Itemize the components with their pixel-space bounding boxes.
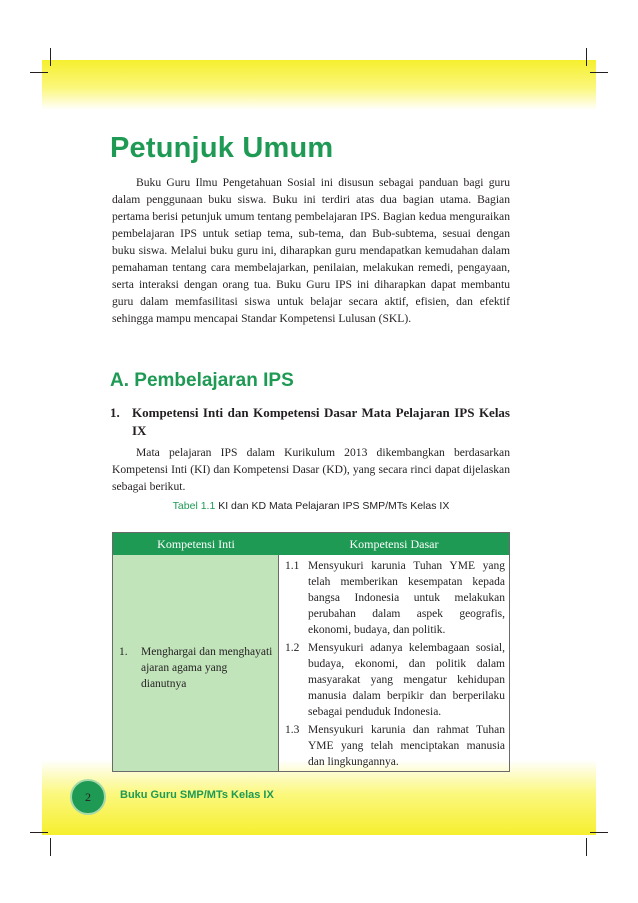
kd-item: [285, 640, 505, 720]
section-heading: A. Pembelajaran IPS: [110, 370, 294, 391]
ki-column: [113, 555, 279, 771]
subsection-title: Kompetensi Inti dan Kompetensi Dasar Mata Pelajaran IPS Kelas IX: [132, 405, 510, 438]
competency-table: [112, 532, 510, 772]
kd-number: 1.1: [285, 560, 300, 572]
section-paragraph: Mata pelajaran IPS dalam Kurikulum 2013 dikembangkan berdasarkan Kompetensi Inti (KI) dan Kompetensi Dasar (KD), yang secara rinci dapat dijelaskan sebagai berikut.: [112, 446, 510, 493]
header-kompetensi-inti: Kompetensi Inti: [157, 536, 235, 551]
intro-paragraph: Buku Guru Ilmu Pengetahuan Sosial ini disusun sebagai panduan bagi guru dalam penggunaan buku siswa. Buku ini terdiri atas dua bagian utama. Bagian pertama berisi petunjuk umum tentang pembelajaran IPS. Bagian kedua menguraikan pembelajaran IPS untuk setiap tema, sub-tema, dan Bub-subtema, sesuai dengan buku siswa. Melalui buku guru ini, diharapkan guru mendapatkan kemudahan dalam pemahaman tentang cara membelajarkan, penilaian, melakukan remedi, pengayaan, serta interaksi dengan orang tua. Buku Guru IPS ini diharapkan dapat membantu guru dalam memfasilitasi siswa untuk belajar secara aktif, efisien, dan efektif sehingga mampu mencapai Standar Kompetensi Lulusan (SKL).: [112, 176, 510, 325]
kd-text: Mensyukuri karunia Tuhan YME yang telah memberikan kesempatan kepada bangsa Indonesia untuk melakukan perubahan dalam aspek geografis, ekonomi, budaya, dan politik.: [308, 560, 505, 636]
table-caption-label: Tabel 1.1: [172, 500, 216, 512]
kd-number: 1.3: [285, 724, 300, 736]
crop-mark: [590, 832, 608, 833]
crop-mark: [30, 72, 48, 73]
kd-column: [279, 555, 509, 771]
subsection-heading: [110, 404, 510, 440]
table-caption-text: KI dan KD Mata Pelajaran IPS SMP/MTs Kelas IX: [218, 500, 450, 512]
crop-mark: [30, 832, 48, 833]
ki-number: 1.: [119, 646, 128, 658]
footer-book-title: Buku Guru SMP/MTs Kelas IX: [120, 789, 274, 801]
crop-mark: [50, 48, 51, 66]
ki-item: [119, 644, 275, 692]
header-kompetensi-dasar: Kompetensi Dasar: [349, 536, 439, 551]
kd-text: Mensyukuri adanya kelembagaan sosial, budaya, ekonomi, dan politik dalam masyarakat yang mengatur kehidupan manusia dalam berpikir dan berperilaku sebagai penduduk Indonesia.: [308, 642, 505, 718]
kd-text: Mensyukuri karunia dan rahmat Tuhan YME yang telah menciptakan manusia dan lingkungannya.: [308, 724, 505, 768]
crop-mark: [586, 838, 587, 856]
top-yellow-band: [42, 60, 596, 110]
table-header-row: [113, 533, 509, 555]
page-title: Petunjuk Umum: [110, 132, 334, 164]
kd-item: [285, 722, 505, 770]
page-number-badge: 2: [70, 779, 106, 815]
crop-mark: [50, 838, 51, 856]
table-caption: [112, 500, 510, 512]
kd-item: [285, 558, 505, 638]
kd-number: 1.2: [285, 642, 300, 654]
crop-mark: [586, 48, 587, 66]
ki-text: Menghargai dan menghayati ajaran agama yang dianutnya: [141, 646, 273, 690]
subsection-number: 1.: [110, 405, 120, 420]
crop-mark: [590, 72, 608, 73]
